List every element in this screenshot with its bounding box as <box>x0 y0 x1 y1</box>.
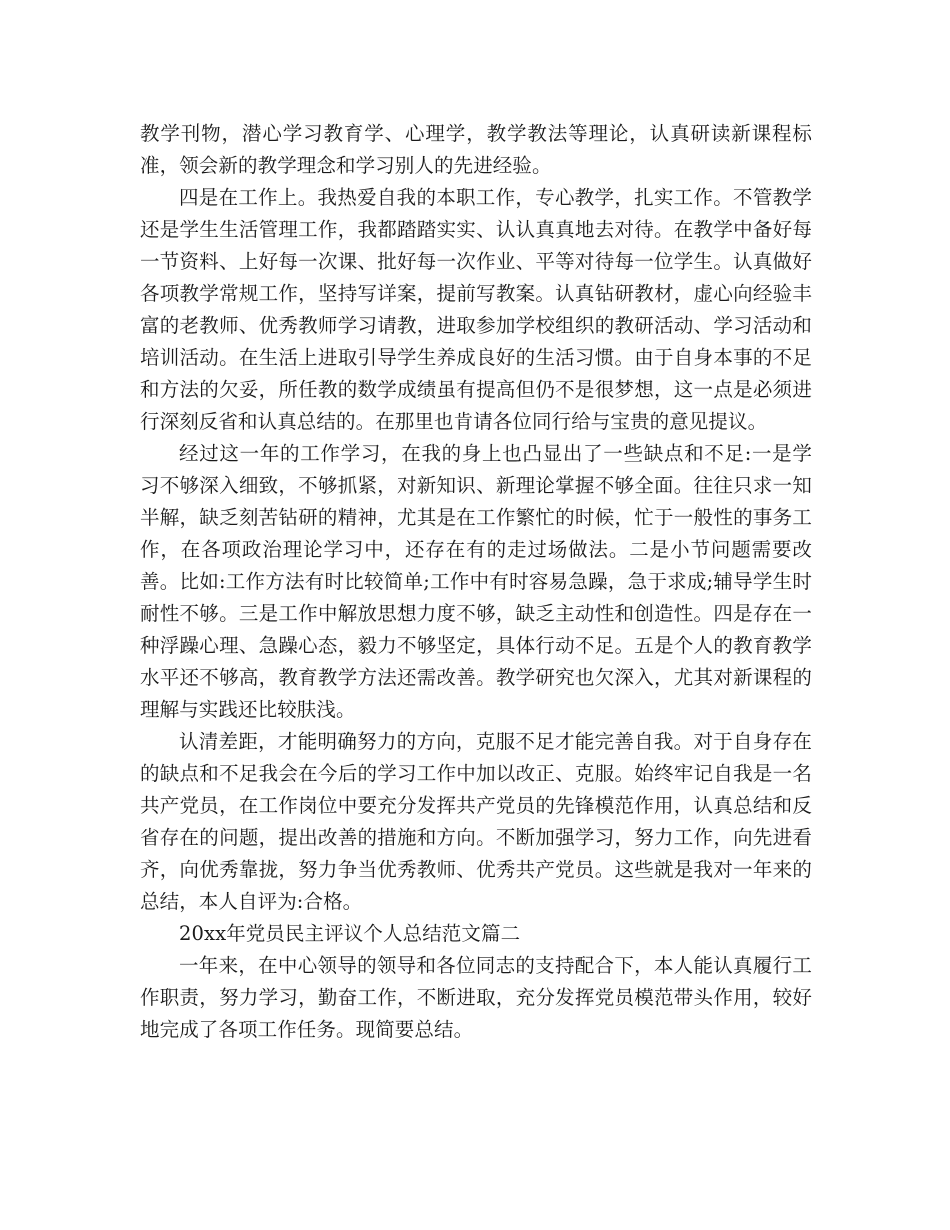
section-heading: 20xx年党员民主评议个人总结范文篇二 <box>179 922 521 945</box>
paragraph-1: 教学刊物，潜心学习教育学、心理学，教学教法等理论，认真研读新课程标准，领会新的教学理念和学习别人的先进经验。 <box>140 122 812 177</box>
paragraph-2: 四是在工作上。我热爱自我的本职工作，专心教学，扎实工作。不管教学还是学生生活管理工作，我都踏踏实实、认认真真地去对待。在教学中备好每一节资料、上好每一次课、批好每一次作业、平等对待每一位学生。认真做好各项教学常规工作，坚持写详案，提前写教案。认真钻研教材，虚心向经验丰富的老教师、优秀教师学习请教，进取参加学校组织的教研活动、学习活动和培训活动。在生活上进取引导学生养成良好的生活习惯。由于自身本事的不足和方法的欠妥，所任教的数学成绩虽有提高但仍不是很梦想，这一点是必须进行深刻反省和认真总结的。在那里也肯请各位同行给与宝贵的意见提议。 <box>140 186 812 433</box>
paragraph-5: 一年来，在中心领导的领导和各位同志的支持配合下，本人能认真履行工作职责，努力学习，勤奋工作，不断进取，充分发挥党员模范带头作用，较好地完成了各项工作任务。现简要总结。 <box>140 954 812 1041</box>
paragraph-4: 认清差距，才能明确努力的方向，克服不足才能完善自我。对于自身存在的缺点和不足我会在今后的学习工作中加以改正、克服。始终牢记自我是一名共产党员，在工作岗位中要充分发挥共产党员的先锋模范作用，认真总结和反省存在的问题，提出改善的措施和方向。不断加强学习，努力工作，向先进看齐，向优秀靠拢，努力争当优秀教师、优秀共产党员。这些就是我对一年来的总结，本人自评为:合格。 <box>140 730 812 913</box>
document-body <box>140 118 812 1046</box>
paragraph-3: 经过这一年的工作学习，在我的身上也凸显出了一些缺点和不足:一是学习不够深入细致，不够抓紧，对新知识、新理论掌握不够全面。往往只求一知半解，缺乏刻苦钻研的精神，尤其是在工作繁忙的时候，忙于一般性的事务工作，在各项政治理论学习中，还存在有的走过场做法。二是小节问题需要改善。比如:工作方法有时比较简单;工作中有时容易急躁，急于求成;辅导学生时耐性不够。三是工作中解放思想力度不够，缺乏主动性和创造性。四是存在一种浮躁心理、急躁心态，毅力不够坚定，具体行动不足。五是个人的教育教学水平还不够高，教育教学方法还需改善。教学研究也欠深入，尤其对新课程的理解与实践还比较肤浅。 <box>140 442 812 721</box>
